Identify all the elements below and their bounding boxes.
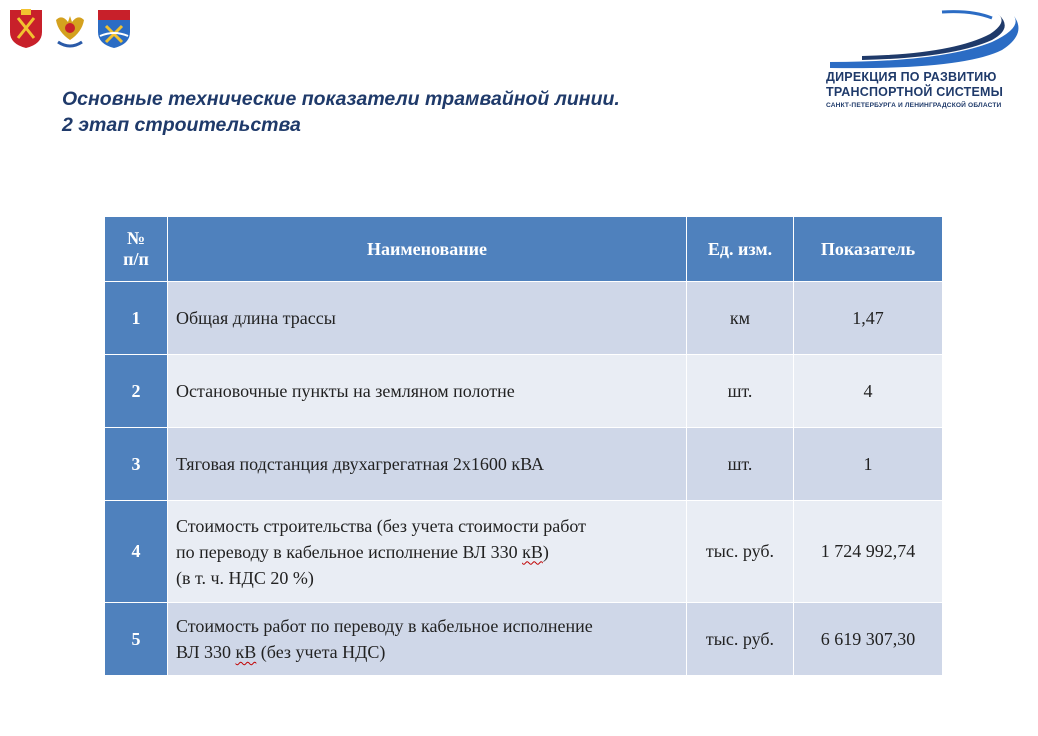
row-unit: км xyxy=(687,282,794,355)
logo-text-line1: ДИРЕКЦИЯ ПО РАЗВИТИЮ xyxy=(826,70,997,84)
row-name xyxy=(168,603,687,676)
row-unit: тыс. руб. xyxy=(687,603,794,676)
row-value: 6 619 307,30 xyxy=(794,603,943,676)
row-unit: шт. xyxy=(687,428,794,501)
row-name-line2-unit: кВ xyxy=(235,642,257,662)
row-name: Остановочные пункты на земляном полотне xyxy=(168,355,687,428)
row-name-line2 xyxy=(176,639,678,665)
road-swoosh-icon xyxy=(822,10,1032,72)
row-value: 4 xyxy=(794,355,943,428)
spb-coat-of-arms-icon xyxy=(8,6,44,50)
header-unit: Ед. изм. xyxy=(687,217,794,282)
logo-text-line2: ТРАНСПОРТНОЙ СИСТЕМЫ xyxy=(826,85,1004,99)
row-unit: шт. xyxy=(687,355,794,428)
company-logo xyxy=(822,10,1032,114)
row-name-line3: (в т. ч. НДС 20 %) xyxy=(176,567,314,588)
row-name-line1: Стоимость работ по переводу в кабельное исполнение xyxy=(176,616,593,636)
table-row xyxy=(105,501,943,603)
logo-text-line3: САНКТ-ПЕТЕРБУРГА И ЛЕНИНГРАДСКОЙ ОБЛАСТИ xyxy=(826,102,1002,109)
row-name-line1: Стоимость строительства (без учета стоимости работ xyxy=(176,515,587,536)
table-header-row xyxy=(105,217,943,282)
row-name-line2-unit: кВ xyxy=(522,541,543,562)
table-row xyxy=(105,355,943,428)
title-line2: 2 этап строительства xyxy=(62,114,301,136)
row-value: 1 xyxy=(794,428,943,501)
row-name-line2-text: ВЛ 330 xyxy=(176,642,236,662)
specs-table xyxy=(104,216,943,676)
lenoblast-coat-of-arms-icon xyxy=(96,6,132,50)
emblems xyxy=(8,6,132,50)
header-num-line2: п/п xyxy=(123,249,149,269)
row-num: 2 xyxy=(105,355,168,428)
row-value: 1,47 xyxy=(794,282,943,355)
header-num xyxy=(105,217,168,282)
table-row xyxy=(105,603,943,676)
row-name: Тяговая подстанция двухагрегатная 2х1600 кВА xyxy=(168,428,687,501)
row-name-line2 xyxy=(176,539,678,565)
table-row xyxy=(105,282,943,355)
page-title xyxy=(62,86,620,138)
row-num: 3 xyxy=(105,428,168,501)
row-name xyxy=(168,501,687,603)
header-value: Показатель xyxy=(794,217,943,282)
row-name-line2-end: (без учета НДС) xyxy=(256,642,386,662)
row-name: Общая длина трассы xyxy=(168,282,687,355)
header-name: Наименование xyxy=(168,217,687,282)
row-name-line2-text: по переводу в кабельное исполнение ВЛ 330 xyxy=(176,541,523,562)
row-num: 5 xyxy=(105,603,168,676)
table-row xyxy=(105,428,943,501)
row-num: 1 xyxy=(105,282,168,355)
header-num-line1: № xyxy=(126,228,146,248)
row-name-line2-end: ) xyxy=(542,541,549,562)
eagle-emblem-icon xyxy=(52,6,88,50)
row-value: 1 724 992,74 xyxy=(794,501,943,603)
row-num: 4 xyxy=(105,501,168,603)
title-line1: Основные технические показатели трамвайной линии. xyxy=(62,88,620,110)
row-unit: тыс. руб. xyxy=(687,501,794,603)
